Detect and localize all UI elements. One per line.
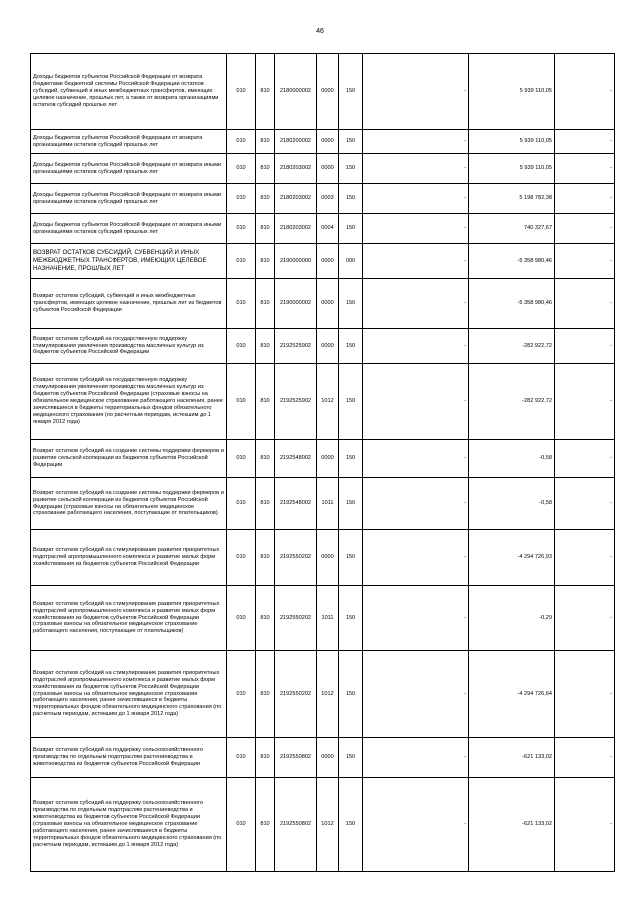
row-amount: -621 133,02 xyxy=(469,778,555,872)
row-remainder: - xyxy=(555,154,615,184)
row-name: Доходы бюджетов субъектов Российской Федерации от возврата бюджетами бюджетной системы Российской Федерации остатков субсидий, субвенций и иных межбюджетных трансфертов, имеющих целевое назначение, прошлых лет, а также от возврата организациями остатков субсидий прошлых лет xyxy=(31,54,227,130)
row-code-a: 010 xyxy=(227,778,256,872)
row-code-b: 810 xyxy=(256,530,275,586)
row-code-b: 810 xyxy=(256,130,275,154)
row-amount: -4 294 726,93 xyxy=(469,530,555,586)
row-classifier-code: 2192550202 xyxy=(275,530,317,586)
row-subcode: 1012 xyxy=(317,778,339,872)
row-classifier-code: 2192548002 xyxy=(275,478,317,530)
row-code-b: 810 xyxy=(256,214,275,244)
row-remainder: - xyxy=(555,279,615,329)
row-classifier-code: 2180200002 xyxy=(275,130,317,154)
row-classifier-code: 2180000002 xyxy=(275,54,317,130)
row-name: Возврат остатков субсидий на государственную поддержку стимулирования увеличения производства масличных культур из бюджетов субъектов Российской Федерации (страховые взносы на обязательное медицинское страхование работающего населения, ранее зачислявшиеся в бюджеты территориальных фондов обязательного медицинского страхования (по расчетным периодам, истекшим до 1 января 2012 года) xyxy=(31,364,227,440)
row-classifier-code: 2180203002 xyxy=(275,214,317,244)
row-kosgu: 000 xyxy=(339,244,363,279)
row-name: Доходы бюджетов субъектов Российской Федерации от возврата иными организациями остатков субсидий прошлых лет xyxy=(31,154,227,184)
row-code-b: 810 xyxy=(256,329,275,364)
page-number: 46 xyxy=(316,28,324,35)
row-plan-value: - xyxy=(363,244,469,279)
row-subcode: 0000 xyxy=(317,440,339,478)
row-code-b: 810 xyxy=(256,586,275,651)
row-code-b: 810 xyxy=(256,651,275,738)
row-kosgu: 150 xyxy=(339,364,363,440)
row-amount: -621 133,02 xyxy=(469,738,555,778)
table-row xyxy=(31,54,615,130)
row-amount: -5 358 980,46 xyxy=(469,279,555,329)
row-kosgu: 150 xyxy=(339,329,363,364)
row-code-a: 010 xyxy=(227,329,256,364)
row-name: Возврат остатков субсидий, субвенций и иных межбюджетных трансфертов, имеющих целевое назначение, прошлых лет из бюджетов субъектов Российской Федерации xyxy=(31,279,227,329)
row-remainder: - xyxy=(555,364,615,440)
row-subcode: 0000 xyxy=(317,738,339,778)
table-row xyxy=(31,651,615,738)
row-subcode: 0000 xyxy=(317,130,339,154)
budget-table xyxy=(30,53,615,872)
row-plan-value: - xyxy=(363,130,469,154)
table-row xyxy=(31,279,615,329)
row-amount: -4 294 726,64 xyxy=(469,651,555,738)
row-code-b: 810 xyxy=(256,279,275,329)
row-amount: 5 198 782,38 xyxy=(469,184,555,214)
row-remainder: - xyxy=(555,130,615,154)
row-code-a: 010 xyxy=(227,586,256,651)
row-subcode: 1012 xyxy=(317,364,339,440)
row-name: Доходы бюджетов субъектов Российской Федерации от возврата иными организациями остатков субсидий прошлых лет xyxy=(31,214,227,244)
row-code-a: 010 xyxy=(227,279,256,329)
row-code-b: 810 xyxy=(256,738,275,778)
row-name: Возврат остатков субсидий на государственную поддержку стимулирования увеличения производства масличных культур из бюджетов субъектов Российской Федерации xyxy=(31,329,227,364)
row-name: Возврат остатков субсидий на стимулирование развития приоритетных подотраслей агропромышленного комплекса и развитие малых форм хозяйствования из бюджетов субъектов Российской Федерации (страховые взносы на обязательное медицинское страхование работающего населения, ранее зачислявшиеся в бюджеты территориальных фондов обязательного медицинского страхования (по расчетным периодам, истекшим до 1 января 2012 года) xyxy=(31,651,227,738)
row-code-a: 010 xyxy=(227,738,256,778)
row-classifier-code: 2192550802 xyxy=(275,778,317,872)
row-plan-value: - xyxy=(363,329,469,364)
row-amount: 5 939 110,05 xyxy=(469,54,555,130)
table-row xyxy=(31,154,615,184)
row-classifier-code: 2192550802 xyxy=(275,738,317,778)
row-remainder: - xyxy=(555,478,615,530)
row-subcode: 0000 xyxy=(317,244,339,279)
table-row xyxy=(31,586,615,651)
row-classifier-code: 2192550202 xyxy=(275,586,317,651)
row-remainder: - xyxy=(555,530,615,586)
row-plan-value: - xyxy=(363,214,469,244)
table-row xyxy=(31,530,615,586)
row-remainder: - xyxy=(555,214,615,244)
row-name: Возврат остатков субсидий на стимулирование развития приоритетных подотраслей агропромышленного комплекса и развитие малых форм хозяйствования из бюджетов субъектов Российской Федерации (страховые взносы на обязательное медицинское страхование работающего населения, поступающие от плательщиков) xyxy=(31,586,227,651)
table-row xyxy=(31,364,615,440)
table-row xyxy=(31,478,615,530)
row-plan-value: - xyxy=(363,364,469,440)
row-subcode: 1012 xyxy=(317,651,339,738)
row-code-a: 010 xyxy=(227,154,256,184)
row-classifier-code: 2180203002 xyxy=(275,184,317,214)
row-name: Возврат остатков субсидий на создание системы поддержки фермеров и развитие сельской кооперации из бюджетов субъектов Российской Федерации xyxy=(31,440,227,478)
row-amount: -282 922,72 xyxy=(469,329,555,364)
row-code-b: 810 xyxy=(256,364,275,440)
row-subcode: 1011 xyxy=(317,478,339,530)
row-classifier-code: 2180203002 xyxy=(275,154,317,184)
row-name: Доходы бюджетов субъектов Российской Федерации от возврата иными организациями остатков субсидий прошлых лет xyxy=(31,184,227,214)
row-classifier-code: 2190000002 xyxy=(275,279,317,329)
row-kosgu: 150 xyxy=(339,778,363,872)
row-plan-value: - xyxy=(363,154,469,184)
row-name: Возврат остатков субсидий на стимулирование развития приоритетных подотраслей агропромышленного комплекса и развитие малых форм хозяйствования из бюджетов субъектов Российской Федерации xyxy=(31,530,227,586)
row-kosgu: 150 xyxy=(339,214,363,244)
row-subcode: 0004 xyxy=(317,214,339,244)
row-kosgu: 150 xyxy=(339,54,363,130)
row-subcode: 0000 xyxy=(317,154,339,184)
row-kosgu: 150 xyxy=(339,530,363,586)
row-kosgu: 150 xyxy=(339,154,363,184)
row-code-b: 810 xyxy=(256,184,275,214)
row-plan-value: - xyxy=(363,279,469,329)
row-kosgu: 150 xyxy=(339,586,363,651)
row-amount: -0,58 xyxy=(469,478,555,530)
table-row xyxy=(31,329,615,364)
row-remainder: - xyxy=(555,184,615,214)
row-amount: 5 939 110,05 xyxy=(469,130,555,154)
row-code-a: 010 xyxy=(227,651,256,738)
row-amount: -0,58 xyxy=(469,440,555,478)
row-amount: -5 358 980,46 xyxy=(469,244,555,279)
row-code-a: 010 xyxy=(227,364,256,440)
row-plan-value: - xyxy=(363,530,469,586)
row-code-a: 010 xyxy=(227,184,256,214)
row-code-a: 010 xyxy=(227,54,256,130)
table-row xyxy=(31,244,615,279)
row-code-b: 810 xyxy=(256,478,275,530)
row-plan-value: - xyxy=(363,778,469,872)
row-code-b: 810 xyxy=(256,154,275,184)
row-code-b: 810 xyxy=(256,54,275,130)
row-subcode: 0000 xyxy=(317,329,339,364)
row-code-b: 810 xyxy=(256,440,275,478)
row-kosgu: 150 xyxy=(339,440,363,478)
row-classifier-code: 2192548002 xyxy=(275,440,317,478)
table-row xyxy=(31,214,615,244)
row-kosgu: 150 xyxy=(339,184,363,214)
row-remainder: - xyxy=(555,586,615,651)
row-subcode: 0000 xyxy=(317,54,339,130)
row-amount: -0,29 xyxy=(469,586,555,651)
row-name: Возврат остатков субсидий на создание системы поддержки фермеров и развитие сельской кооперации из бюджетов субъектов Российской Федерации (страховые взносы на обязательное медицинское страхование работающего населения, поступающие от плательщиков) xyxy=(31,478,227,530)
row-amount: 5 939 110,05 xyxy=(469,154,555,184)
row-kosgu: 150 xyxy=(339,738,363,778)
row-amount: 740 327,67 xyxy=(469,214,555,244)
row-plan-value: - xyxy=(363,54,469,130)
row-code-a: 010 xyxy=(227,244,256,279)
row-name: Доходы бюджетов субъектов Российской Федерации от возврата организациями остатков субсидий прошлых лет xyxy=(31,130,227,154)
row-subcode: 0000 xyxy=(317,530,339,586)
row-kosgu: 150 xyxy=(339,279,363,329)
row-remainder: - xyxy=(555,329,615,364)
row-subcode: 1011 xyxy=(317,586,339,651)
table-row xyxy=(31,778,615,872)
table-row xyxy=(31,184,615,214)
row-code-a: 010 xyxy=(227,214,256,244)
row-remainder: - xyxy=(555,778,615,872)
row-classifier-code: 2192550202 xyxy=(275,651,317,738)
row-plan-value: - xyxy=(363,738,469,778)
row-remainder: - xyxy=(555,54,615,130)
row-subcode: 0000 xyxy=(317,279,339,329)
row-kosgu: 150 xyxy=(339,478,363,530)
row-code-a: 010 xyxy=(227,478,256,530)
row-name: Возврат остатков субсидий на поддержку сельскохозяйственного производства по отдельным подотраслям растениеводства и животноводства из бюджетов субъектов Российской Федерации (страховые взносы на обязательное медицинское страхование работающего населения, ранее зачислявшиеся в бюджеты территориальных фондов обязательного медицинского страхования (по расчетным периодам, истекшим до 1 января 2012 года) xyxy=(31,778,227,872)
table-row xyxy=(31,440,615,478)
table-body xyxy=(31,54,615,872)
row-plan-value: - xyxy=(363,184,469,214)
row-kosgu: 150 xyxy=(339,130,363,154)
row-remainder: - xyxy=(555,440,615,478)
row-classifier-code: 2190000000 xyxy=(275,244,317,279)
row-amount: -282 922,72 xyxy=(469,364,555,440)
table-row xyxy=(31,130,615,154)
row-classifier-code: 2192525902 xyxy=(275,364,317,440)
row-name: ВОЗВРАТ ОСТАТКОВ СУБСИДИЙ, СУБВЕНЦИЙ И ИНЫХ МЕЖБЮДЖЕТНЫХ ТРАНСФЕРТОВ, ИМЕЮЩИХ ЦЕЛЕВОЕ НАЗНАЧЕНИЕ, ПРОШЛЫХ ЛЕТ xyxy=(31,244,227,279)
row-remainder: - xyxy=(555,651,615,738)
row-code-b: 810 xyxy=(256,778,275,872)
row-remainder: - xyxy=(555,738,615,778)
row-code-a: 010 xyxy=(227,440,256,478)
row-plan-value: - xyxy=(363,651,469,738)
row-code-b: 810 xyxy=(256,244,275,279)
row-code-a: 010 xyxy=(227,530,256,586)
row-plan-value: - xyxy=(363,586,469,651)
row-classifier-code: 2192525902 xyxy=(275,329,317,364)
table-row xyxy=(31,738,615,778)
row-kosgu: 150 xyxy=(339,651,363,738)
row-name: Возврат остатков субсидий на поддержку сельскохозяйственного производства по отдельным подотраслям растениеводства и животноводства из бюджетов субъектов Российской Федерации xyxy=(31,738,227,778)
row-plan-value: - xyxy=(363,478,469,530)
row-code-a: 010 xyxy=(227,130,256,154)
row-remainder: - xyxy=(555,244,615,279)
row-plan-value: - xyxy=(363,440,469,478)
row-subcode: 0003 xyxy=(317,184,339,214)
